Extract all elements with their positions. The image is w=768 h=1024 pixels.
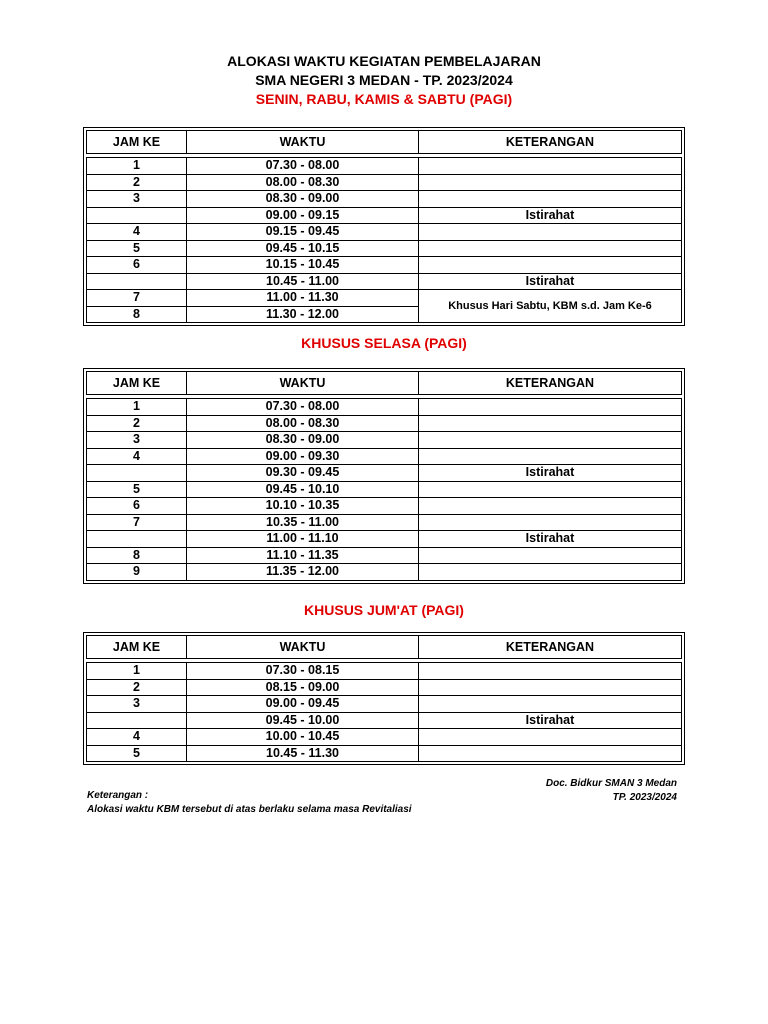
ket-cell bbox=[419, 191, 682, 208]
ket-cell bbox=[419, 448, 682, 465]
jam-cell: 9 bbox=[87, 564, 187, 581]
table-row bbox=[87, 415, 682, 432]
jam-cell: 2 bbox=[87, 415, 187, 432]
table-row bbox=[87, 514, 682, 531]
waktu-cell: 09.00 - 09.45 bbox=[187, 696, 419, 713]
col-keterangan: KETERANGAN bbox=[419, 372, 682, 395]
ket-cell bbox=[419, 240, 682, 257]
table-row bbox=[87, 224, 682, 241]
jam-cell: 7 bbox=[87, 290, 187, 307]
jam-cell: 6 bbox=[87, 498, 187, 515]
col-jam-ke: JAM KE bbox=[87, 372, 187, 395]
jam-cell bbox=[87, 712, 187, 729]
ket-cell: Istirahat bbox=[419, 273, 682, 290]
waktu-cell: 11.30 - 12.00 bbox=[187, 306, 419, 323]
waktu-cell: 09.45 - 10.15 bbox=[187, 240, 419, 257]
jam-cell bbox=[87, 273, 187, 290]
waktu-cell: 08.30 - 09.00 bbox=[187, 191, 419, 208]
waktu-cell: 08.00 - 08.30 bbox=[187, 174, 419, 191]
table-row bbox=[87, 432, 682, 449]
footer-note bbox=[87, 789, 412, 817]
col-keterangan: KETERANGAN bbox=[419, 131, 682, 154]
waktu-cell: 10.35 - 11.00 bbox=[187, 514, 419, 531]
ket-cell: Istirahat bbox=[419, 465, 682, 482]
ket-cell: Istirahat bbox=[419, 531, 682, 548]
table-row bbox=[87, 174, 682, 191]
table-row bbox=[87, 663, 682, 680]
jam-cell bbox=[87, 207, 187, 224]
table-row bbox=[87, 712, 682, 729]
schedule-table-selasa bbox=[83, 368, 685, 584]
jam-cell: 2 bbox=[87, 679, 187, 696]
schedule-title-main: SENIN, RABU, KAMIS & SABTU (PAGI) bbox=[255, 91, 513, 107]
jam-cell: 3 bbox=[87, 432, 187, 449]
ket-cell bbox=[419, 224, 682, 241]
waktu-cell: 10.45 - 11.00 bbox=[187, 273, 419, 290]
waktu-cell: 09.00 - 09.30 bbox=[187, 448, 419, 465]
waktu-cell: 08.15 - 09.00 bbox=[187, 679, 419, 696]
schedule-table-jumat bbox=[83, 632, 685, 765]
jam-cell: 8 bbox=[87, 306, 187, 323]
ket-cell bbox=[419, 257, 682, 274]
table-row bbox=[87, 399, 682, 416]
table-row bbox=[87, 257, 682, 274]
saturday-note: Khusus Hari Sabtu, KBM s.d. Jam Ke-6 bbox=[419, 290, 682, 323]
jam-cell: 3 bbox=[87, 696, 187, 713]
jam-cell: 5 bbox=[87, 240, 187, 257]
waktu-cell: 09.45 - 10.00 bbox=[187, 712, 419, 729]
doc-source bbox=[546, 777, 677, 805]
doc-source-year: TP. 2023/2024 bbox=[612, 792, 677, 803]
jam-cell: 7 bbox=[87, 514, 187, 531]
ket-cell bbox=[419, 564, 682, 581]
jam-cell: 3 bbox=[87, 191, 187, 208]
waktu-cell: 07.30 - 08.00 bbox=[187, 399, 419, 416]
table-header-row bbox=[87, 372, 682, 395]
col-keterangan: KETERANGAN bbox=[419, 636, 682, 659]
col-jam-ke: JAM KE bbox=[87, 636, 187, 659]
school-title: SMA NEGERI 3 MEDAN - TP. 2023/2024 bbox=[255, 72, 513, 88]
schedule-table-main bbox=[83, 127, 685, 326]
ket-cell bbox=[419, 481, 682, 498]
table-row bbox=[87, 207, 682, 224]
jam-cell: 1 bbox=[87, 158, 187, 175]
ket-cell bbox=[419, 679, 682, 696]
waktu-cell: 11.00 - 11.30 bbox=[187, 290, 419, 307]
jam-cell bbox=[87, 531, 187, 548]
table-row bbox=[87, 531, 682, 548]
table-row bbox=[87, 745, 682, 762]
col-jam-ke: JAM KE bbox=[87, 131, 187, 154]
ket-cell: Istirahat bbox=[419, 712, 682, 729]
table-row bbox=[87, 696, 682, 713]
table-row bbox=[87, 465, 682, 482]
table-row bbox=[87, 191, 682, 208]
waktu-cell: 07.30 - 08.00 bbox=[187, 158, 419, 175]
waktu-cell: 08.00 - 08.30 bbox=[187, 415, 419, 432]
col-waktu: WAKTU bbox=[187, 131, 419, 154]
waktu-cell: 09.30 - 09.45 bbox=[187, 465, 419, 482]
ket-cell bbox=[419, 498, 682, 515]
table-row bbox=[87, 498, 682, 515]
table-row bbox=[87, 290, 682, 307]
table-row bbox=[87, 481, 682, 498]
waktu-cell: 11.35 - 12.00 bbox=[187, 564, 419, 581]
table-row bbox=[87, 273, 682, 290]
doc-source-name: Doc. Bidkur SMAN 3 Medan bbox=[545, 778, 677, 789]
jam-cell: 5 bbox=[87, 745, 187, 762]
waktu-cell: 09.00 - 09.15 bbox=[187, 207, 419, 224]
ket-cell bbox=[419, 174, 682, 191]
ket-cell bbox=[419, 547, 682, 564]
doc-title: ALOKASI WAKTU KEGIATAN PEMBELAJARAN bbox=[227, 53, 541, 69]
jam-cell: 4 bbox=[87, 729, 187, 746]
jam-cell: 4 bbox=[87, 448, 187, 465]
waktu-cell: 09.45 - 10.10 bbox=[187, 481, 419, 498]
note-text: Alokasi waktu KBM tersebut di atas berlaku selama masa Revitaliasi bbox=[87, 804, 412, 815]
table-header-row bbox=[87, 131, 682, 154]
jam-cell: 8 bbox=[87, 547, 187, 564]
table-row bbox=[87, 158, 682, 175]
waktu-cell: 08.30 - 09.00 bbox=[187, 432, 419, 449]
waktu-cell: 10.00 - 10.45 bbox=[187, 729, 419, 746]
waktu-cell: 07.30 - 08.15 bbox=[187, 663, 419, 680]
section-title-selasa: KHUSUS SELASA (PAGI) bbox=[301, 335, 467, 351]
ket-cell: Istirahat bbox=[419, 207, 682, 224]
ket-cell bbox=[419, 399, 682, 416]
waktu-cell: 10.15 - 10.45 bbox=[187, 257, 419, 274]
waktu-cell: 11.10 - 11.35 bbox=[187, 547, 419, 564]
table-row bbox=[87, 729, 682, 746]
waktu-cell: 11.00 - 11.10 bbox=[187, 531, 419, 548]
jam-cell: 1 bbox=[87, 399, 187, 416]
table-row bbox=[87, 547, 682, 564]
col-waktu: WAKTU bbox=[187, 372, 419, 395]
jam-cell: 6 bbox=[87, 257, 187, 274]
ket-cell bbox=[419, 663, 682, 680]
ket-cell bbox=[419, 432, 682, 449]
jam-cell bbox=[87, 465, 187, 482]
waktu-cell: 10.45 - 11.30 bbox=[187, 745, 419, 762]
waktu-cell: 09.15 - 09.45 bbox=[187, 224, 419, 241]
table-row bbox=[87, 679, 682, 696]
ket-cell bbox=[419, 745, 682, 762]
jam-cell: 5 bbox=[87, 481, 187, 498]
note-label: Keterangan : bbox=[87, 790, 149, 801]
ket-cell bbox=[419, 729, 682, 746]
ket-cell bbox=[419, 696, 682, 713]
document-header bbox=[0, 52, 768, 109]
ket-cell bbox=[419, 514, 682, 531]
section-title-jumat: KHUSUS JUM'AT (PAGI) bbox=[304, 602, 464, 618]
table-row bbox=[87, 240, 682, 257]
table-header-row bbox=[87, 636, 682, 659]
table-row bbox=[87, 448, 682, 465]
table-row bbox=[87, 564, 682, 581]
jam-cell: 2 bbox=[87, 174, 187, 191]
jam-cell: 4 bbox=[87, 224, 187, 241]
ket-cell bbox=[419, 415, 682, 432]
col-waktu: WAKTU bbox=[187, 636, 419, 659]
waktu-cell: 10.10 - 10.35 bbox=[187, 498, 419, 515]
ket-cell bbox=[419, 158, 682, 175]
jam-cell: 1 bbox=[87, 663, 187, 680]
